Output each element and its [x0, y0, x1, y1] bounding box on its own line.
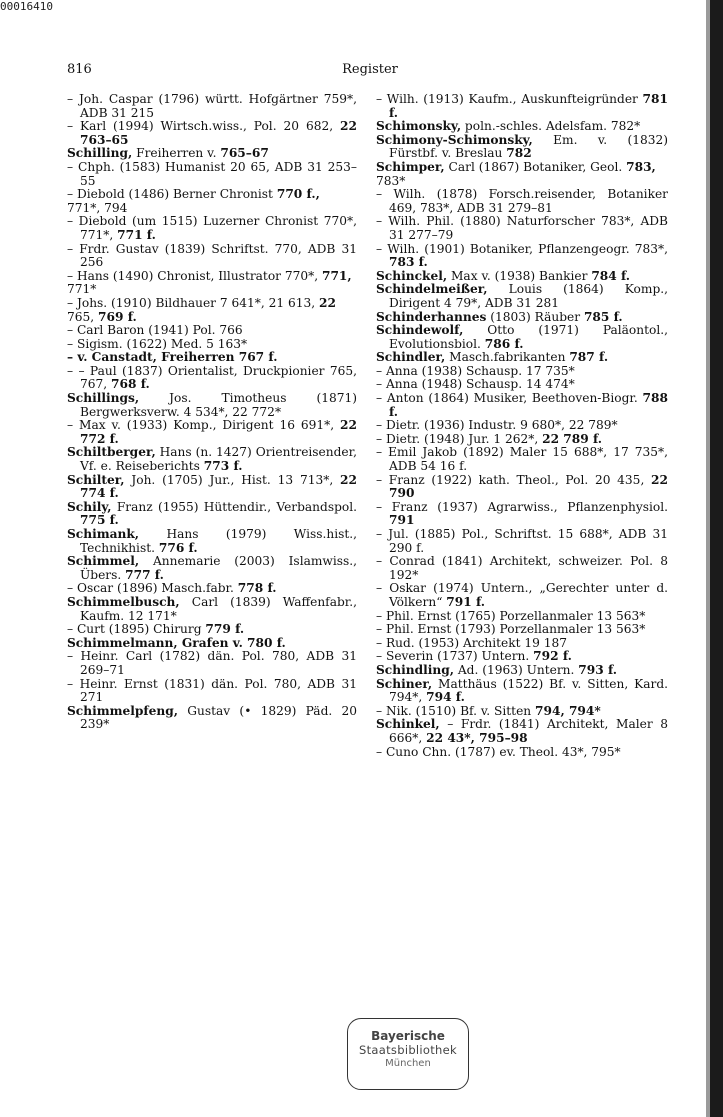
entry-rest: – Emil Jakob (1892) Maler 15 688*, 17 735*, ADB 54 16 f.	[376, 445, 668, 474]
entry-tail: 22 763–65	[80, 119, 357, 147]
index-entry	[376, 650, 668, 664]
index-entry	[67, 215, 357, 242]
index-entry	[376, 582, 668, 609]
entry-lead: Schiltberger,	[67, 445, 156, 460]
entry-lead: Schinderhannes	[376, 309, 487, 324]
index-entry	[67, 338, 357, 352]
index-entry	[67, 188, 357, 202]
index-entry	[67, 351, 357, 365]
index-entry	[376, 610, 668, 624]
entry-rest: – Jul. (1885) Pol., Schriftst. 15 688*, ADB 31 290 f.	[376, 527, 668, 555]
page-edge-dark	[710, 0, 723, 1117]
entry-rest: Annemarie (2003) Islamwiss., Übers.	[80, 554, 357, 582]
entry-lead: Schiner,	[376, 676, 433, 691]
entry-tail: 794, 794*	[535, 703, 601, 718]
entry-rest: – Phil. Ernst (1765) Porzellanmaler 13 563*	[376, 608, 646, 623]
entry-tail: 791 f.	[446, 594, 486, 609]
entry-rest: – Wilh. (1913) Kaufm., Auskunfteigründer	[376, 92, 643, 106]
entry-rest: Ad. (1963) Untern.	[453, 662, 579, 677]
entry-tail: 793 f.	[578, 662, 617, 677]
entry-rest: – Diebold (um 1515) Luzerner Chronist 770*, 771*,	[67, 214, 357, 242]
entry-rest: – Sigism. (1622) Med. 5 163*	[67, 336, 248, 351]
index-entry	[376, 474, 668, 501]
index-entry	[376, 311, 668, 325]
index-entry	[67, 555, 357, 582]
index-entry	[376, 351, 668, 365]
index-entry	[67, 650, 357, 677]
index-entry	[67, 283, 357, 297]
entry-rest: – Oskar (1974) Untern., „Gerechter unter d. Völkern“	[376, 581, 668, 609]
index-entry	[67, 324, 357, 338]
entry-rest: Hans (n. 1427) Orientreisender, Vf. e. Reiseberichts	[80, 445, 357, 474]
index-entry	[376, 188, 668, 215]
entry-lead: Schimony-Schimonsky,	[376, 132, 533, 147]
index-entry	[67, 311, 357, 325]
index-entry	[67, 474, 357, 501]
entry-lead: Schinkel,	[376, 717, 440, 732]
page-number: 816	[67, 62, 92, 77]
entry-tail: 22	[319, 295, 336, 310]
entry-rest: – Franz (1922) kath. Theol., Pol. 20 435,	[376, 472, 652, 487]
index-entry	[376, 243, 668, 270]
entry-rest: – Oscar (1896) Masch.fabr.	[67, 581, 238, 596]
entry-tail: 771 f.	[117, 227, 156, 242]
entry-tail: 785 f.	[583, 309, 623, 324]
entry-lead: Schimmel,	[67, 554, 140, 569]
entry-tail: 773 f.	[203, 459, 243, 474]
index-entry	[67, 678, 357, 705]
entry-tail: 791	[389, 513, 415, 528]
index-entry	[376, 664, 668, 678]
entry-rest: 783*	[376, 173, 406, 188]
index-entry	[376, 528, 668, 555]
entry-tail: 775 f.	[80, 513, 119, 528]
index-entry	[376, 446, 668, 473]
index-entry	[376, 215, 668, 242]
entry-rest: – Anton (1864) Musiker, Beethoven-Biogr.	[376, 391, 643, 406]
index-entry	[376, 283, 668, 310]
entry-tail: 783 f.	[389, 255, 428, 270]
entry-rest: Gustav (• 1829) Päd. 20 239*	[80, 703, 357, 732]
entry-rest: – Dietr. (1948) Jur. 1 262*,	[376, 431, 543, 446]
entry-tail: 777 f.	[125, 567, 164, 582]
index-entry	[376, 419, 668, 433]
index-entry	[376, 134, 668, 161]
entry-rest: – Joh. Caspar (1796) württ. Hofgärtner 759*, ADB 31 215	[67, 92, 357, 120]
entry-tail: 792 f.	[533, 649, 572, 664]
index-entry	[376, 501, 668, 528]
entry-rest: – Frdr. Gustav (1839) Schriftst. 770, ADB 31 256	[67, 241, 357, 270]
index-entry	[67, 392, 357, 419]
entry-lead: Schimonsky,	[376, 119, 462, 134]
entry-lead: Schindling,	[376, 662, 454, 677]
entry-lead: Schimper,	[376, 159, 445, 174]
entry-tail: 787 f.	[569, 350, 609, 365]
index-entry	[67, 161, 357, 188]
index-entry	[376, 392, 668, 419]
entry-rest: – Franz (1937) Agrarwiss., Pflanzenphysiol.	[376, 499, 668, 514]
entry-tail: 22 774 f.	[80, 472, 357, 501]
entry-rest: – Wilh. Phil. (1880) Naturforscher 783*, ADB 31 277–79	[376, 214, 668, 242]
entry-rest: Matthäus (1522) Bf. v. Sitten, Kard. 794*,	[389, 676, 668, 705]
entry-rest: Franz (1955) Hüttendir., Verbandspol.	[111, 499, 357, 514]
entry-tail: 783,	[626, 159, 656, 174]
entry-lead: Schimmelpfeng,	[67, 703, 179, 718]
entry-lead: Schindler,	[376, 350, 446, 365]
entry-tail: 786 f.	[484, 336, 524, 351]
entry-tail: 765–67	[220, 146, 269, 161]
index-entry	[376, 433, 668, 447]
entry-lead: Schilter,	[67, 472, 125, 487]
entry-rest: Max v. (1938) Bankier	[447, 268, 592, 283]
entry-rest: – Heinr. Ernst (1831) dän. Pol. 780, ADB 31 271	[67, 676, 357, 705]
entry-rest: 765,	[67, 309, 99, 324]
entry-rest: Jos. Timotheus (1871) Bergwerksverw. 4 534*, 22 772*	[80, 391, 357, 419]
index-entry	[376, 637, 668, 651]
entry-rest: Hans (1979) Wiss.hist., Technikhist.	[80, 527, 357, 555]
index-entry	[376, 93, 668, 120]
entry-rest: – Frdr. (1841) Architekt, Maler 8 666*,	[389, 717, 668, 745]
entry-rest: – Carl Baron (1941) Pol. 766	[67, 323, 243, 338]
entry-lead: Schimank,	[67, 527, 140, 541]
stamp-line-1: Bayerische	[371, 1029, 445, 1043]
entry-tail: 779 f.	[205, 622, 245, 637]
entry-rest: poln.-schles. Adelsfam. 782*	[461, 119, 641, 134]
entry-rest: – Cuno Chn. (1787) ev. Theol. 43*, 795*	[376, 744, 621, 759]
index-entry	[67, 637, 357, 651]
index-entry	[67, 596, 357, 623]
entry-rest: – Rud. (1953) Architekt 19 187	[376, 635, 568, 650]
index-entry	[376, 718, 668, 745]
entry-tail: 782	[506, 146, 532, 161]
entry-rest: – – Paul (1837) Orientalist, Druckpionier 765, 767,	[67, 363, 357, 392]
entry-rest: Freiherren v.	[132, 146, 221, 161]
entry-lead: Schillings,	[67, 391, 140, 406]
index-entry	[67, 501, 357, 528]
entry-rest: Louis (1864) Komp., Dirigent 4 79*, ADB 31 281	[389, 282, 668, 310]
index-entry	[376, 175, 668, 189]
entry-tail: 22 43*, 795–98	[426, 730, 528, 745]
index-entry	[67, 365, 357, 392]
index-entry	[67, 243, 357, 270]
entry-rest: Joh. (1705) Jur., Hist. 13 713*,	[124, 472, 341, 487]
entry-rest: Carl (1839) Waffenfabr., Kaufm. 12 171*	[80, 594, 357, 623]
index-entry	[67, 297, 357, 311]
index-entry	[67, 528, 357, 555]
entry-rest: – Max v. (1933) Komp., Dirigent 16 691*,	[67, 418, 341, 433]
entry-lead: Schindelmeißer,	[376, 282, 488, 297]
index-entry	[376, 378, 668, 392]
entry-rest: – Karl (1994) Wirtsch.wiss., Pol. 20 682,	[67, 119, 341, 134]
entry-tail: 784 f.	[591, 268, 631, 283]
entry-rest: – Anna (1938) Schausp. 17 735*	[376, 363, 575, 378]
entry-tail: 778 f.	[237, 581, 277, 596]
entry-lead: Schindewolf,	[376, 323, 464, 338]
index-entry	[376, 623, 668, 637]
scan-id: 00016410	[0, 0, 53, 13]
index-entry	[376, 705, 668, 719]
entry-rest: Em. v. (1832) Fürstbf. v. Breslau	[389, 132, 668, 161]
entry-tail: 768 f.	[111, 377, 150, 392]
entry-lead: Schily,	[67, 499, 112, 514]
entry-rest: – Phil. Ernst (1793) Porzellanmaler 13 563*	[376, 622, 646, 637]
entry-lead: Schilling,	[67, 146, 133, 161]
index-entry	[67, 202, 357, 216]
entry-tail: 781 f.	[389, 92, 668, 120]
entry-rest: Masch.fabrikanten	[445, 350, 570, 365]
entry-rest: – Diebold (1486) Berner Chronist	[67, 187, 277, 202]
entry-tail: 788 f.	[389, 391, 668, 419]
entry-rest: – Curt (1895) Chirurg	[67, 622, 206, 637]
index-entry	[376, 365, 668, 379]
entry-rest: – Wilh. (1901) Botaniker, Pflanzengeogr. 783*,	[376, 241, 668, 256]
entry-rest: – Wilh. (1878) Forsch.reisender, Botaniker 469, 783*, ADB 31 279–81	[376, 187, 668, 215]
entry-lead: Schimmelmann, Grafen v. 780 f.	[67, 635, 286, 650]
entry-lead: – v. Canstadt, Freiherren 767 f.	[67, 350, 278, 365]
index-entry	[376, 120, 668, 134]
index-entry	[376, 555, 668, 582]
entry-rest: – Nik. (1510) Bf. v. Sitten	[376, 703, 536, 718]
index-entry	[376, 746, 668, 760]
stamp-line-3: München	[385, 1058, 431, 1069]
index-entry	[67, 419, 357, 446]
entry-rest: – Hans (1490) Chronist, Illustrator 770*,	[67, 268, 322, 283]
entry-tail: 22 772 f.	[80, 418, 357, 446]
index-entry	[67, 705, 357, 732]
entry-rest: – Severin (1737) Untern.	[376, 649, 534, 664]
entry-rest: Carl (1867) Botaniker, Geol.	[444, 159, 627, 174]
stamp-line-2: Staatsbibliothek	[359, 1043, 457, 1057]
index-entry	[67, 623, 357, 637]
entry-lead: Schimmelbusch,	[67, 594, 180, 609]
entry-tail: 770 f.,	[276, 187, 320, 202]
entry-tail: 22 790	[389, 472, 668, 501]
index-entry	[376, 324, 668, 351]
right-column	[376, 93, 668, 759]
entry-rest: – Johs. (1910) Bildhauer 7 641*, 21 613,	[67, 295, 319, 310]
entry-rest: 771*	[67, 282, 97, 297]
entry-tail: 769 f.	[98, 309, 137, 324]
entry-tail: 771,	[321, 268, 352, 283]
index-entry	[376, 678, 668, 705]
index-entry	[376, 270, 668, 284]
entry-rest: – Heinr. Carl (1782) dän. Pol. 780, ADB 31 269–71	[67, 649, 357, 677]
entry-rest: (1803) Räuber	[486, 309, 584, 324]
index-entry	[67, 120, 357, 147]
entry-rest: Otto (1971) Paläontol., Evolutionsbiol.	[389, 323, 668, 351]
index-entry	[376, 161, 668, 175]
index-entry	[67, 582, 357, 596]
running-head: Register	[342, 62, 398, 77]
index-entry	[67, 270, 357, 284]
entry-tail: 776 f.	[158, 540, 198, 555]
entry-tail: 22 789 f.	[542, 431, 603, 446]
entry-rest: – Conrad (1841) Architekt, schweizer. Pol. 8 192*	[376, 554, 668, 582]
entry-rest: – Chph. (1583) Humanist 20 65, ADB 31 253–55	[67, 159, 357, 188]
entry-tail: 794 f.	[426, 690, 465, 705]
entry-rest: 771*, 794	[67, 200, 128, 215]
index-entry	[67, 147, 357, 161]
left-column	[67, 93, 357, 732]
library-stamp	[347, 1018, 469, 1090]
entry-rest: – Anna (1948) Schausp. 14 474*	[376, 377, 575, 392]
entry-rest: – Dietr. (1936) Industr. 9 680*, 22 789*	[376, 418, 618, 433]
entry-lead: Schinckel,	[376, 268, 448, 283]
index-entry	[67, 446, 357, 473]
index-entry	[67, 93, 357, 120]
